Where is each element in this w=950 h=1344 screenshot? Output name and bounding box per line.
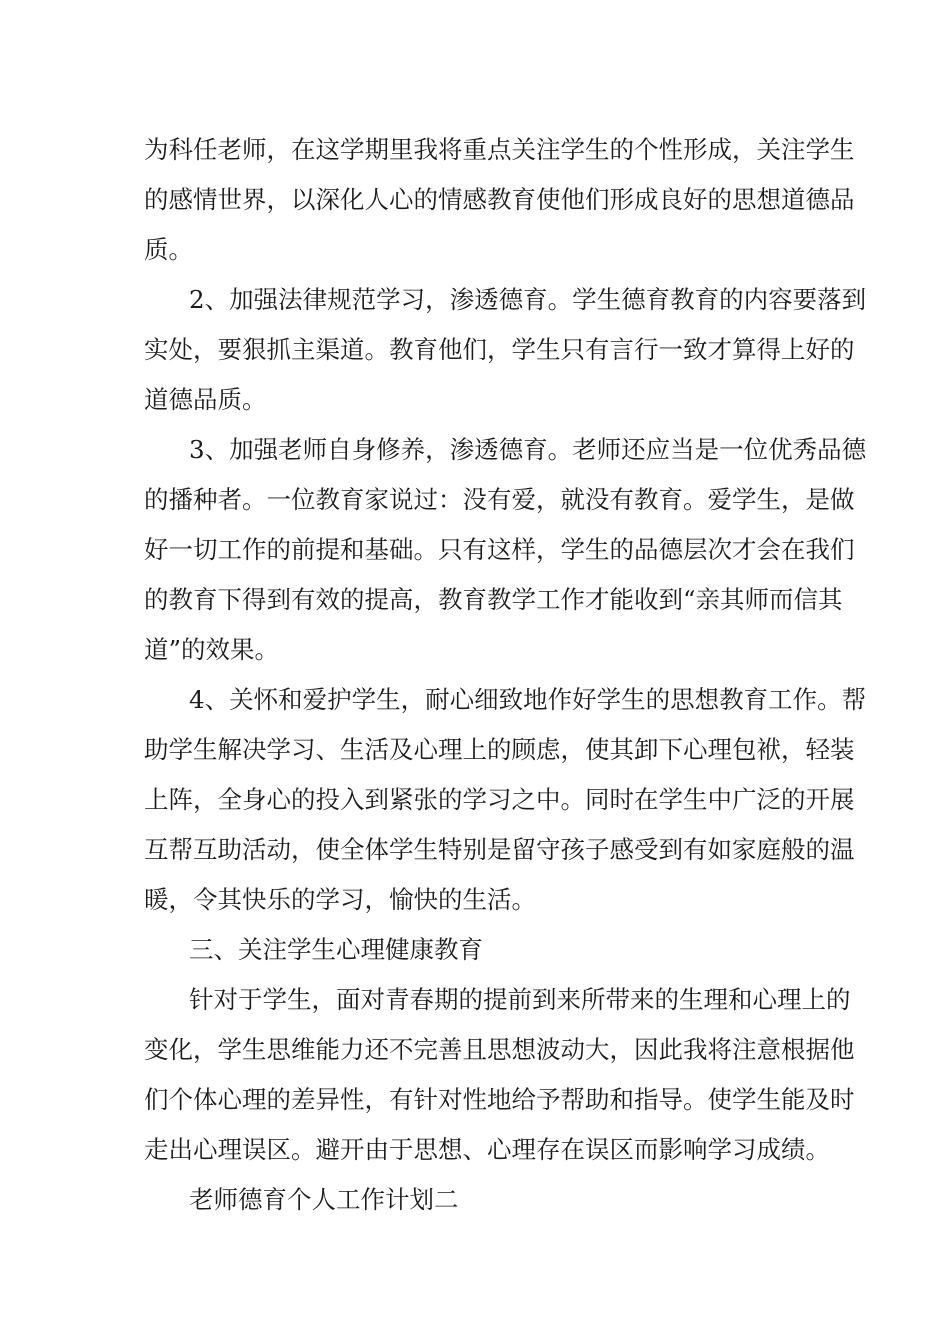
text-line: 们个体心理的差异性，有针对性地给予帮助和指导。使学生能及时 (144, 1085, 855, 1114)
plan-title: 老师德育个人工作计划二 (189, 1185, 459, 1214)
text-line: 的教育下得到有效的提高，教育教学工作才能收到“亲其师而信其 (144, 585, 843, 614)
text-line: 变化，学生思维能力还不完善且思想波动大，因此我将注意根据他 (144, 1035, 855, 1064)
text-line: 3、加强老师自身修养，渗透德育。老师还应当是一位优秀品德 (189, 435, 867, 464)
text-line: 道”的效果。 (144, 635, 280, 664)
text-line: 针对于学生，面对青春期的提前到来所带来的生理和心理上的 (189, 985, 851, 1014)
text-line: 4、关怀和爱护学生，耐心细致地作好学生的思想教育工作。帮 (189, 685, 867, 714)
text-line: 道德品质。 (144, 385, 267, 414)
text-line: 上阵，全身心的投入到紧张的学习之中。同时在学生中广泛的开展 (144, 785, 855, 814)
text-line: 质。 (144, 235, 193, 264)
text-line: 暖，令其快乐的学习，愉快的生活。 (144, 885, 536, 914)
text-line: 走出心理误区。避开由于思想、心理存在误区而影响学习成绩。 (144, 1135, 830, 1164)
section-heading: 三、关注学生心理健康教育 (189, 935, 483, 964)
text-line: 的播种者。一位教育家说过：没有爱，就没有教育。爱学生，是做 (144, 485, 855, 514)
text-line: 助学生解决学习、生活及心理上的顾虑，使其卸下心理包袱，轻装 (144, 735, 855, 764)
text-line: 的感情世界，以深化人心的情感教育使他们形成良好的思想道德品 (144, 185, 855, 214)
text-line: 好一切工作的前提和基础。只有这样，学生的品德层次才会在我们 (144, 535, 855, 564)
text-line: 为科任老师，在这学期里我将重点关注学生的个性形成，关注学生 (144, 135, 855, 164)
text-line: 2、加强法律规范学习，渗透德育。学生德育教育的内容要落到 (189, 285, 867, 314)
text-line: 实处，要狠抓主渠道。教育他们，学生只有言行一致才算得上好的 (144, 335, 855, 364)
text-line: 互帮互助活动，使全体学生特别是留守孩子感受到有如家庭般的温 (144, 835, 855, 864)
